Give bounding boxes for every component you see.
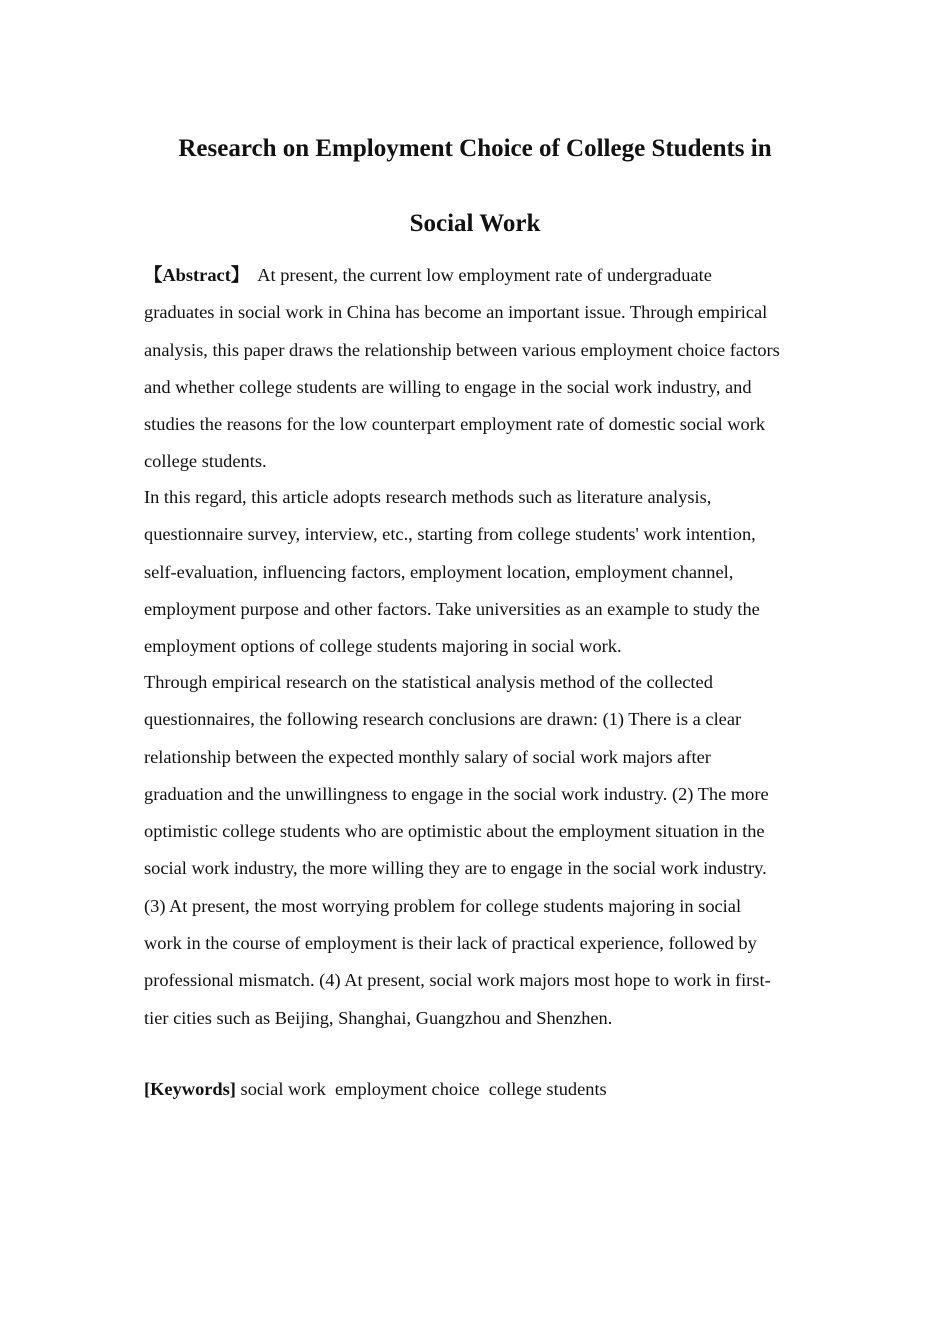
paragraph-line: tier cities such as Beijing, Shanghai, Guangzhou and Shenzhen. xyxy=(144,1007,613,1028)
paragraph-line: employment options of college students majoring in social work. xyxy=(144,636,622,657)
paragraph-line: Through empirical research on the statistical analysis method of the collected xyxy=(144,672,713,692)
abstract-first-line xyxy=(144,257,834,294)
paragraph-line: questionnaires, the following research conclusions are drawn: (1) There is a clear xyxy=(144,709,742,730)
abstract-line: At present, the current low employment rate of undergraduate xyxy=(257,265,712,285)
paragraph-line: professional mismatch. (4) At present, social work majors most hope to work in first- xyxy=(144,970,771,991)
methods-paragraph xyxy=(144,479,834,665)
paragraph-line: social work industry, the more willing they are to engage in the social work industry. xyxy=(144,858,767,879)
abstract-line: studies the reasons for the low counterpart employment rate of domestic social work xyxy=(144,414,766,435)
paragraph-line: self-evaluation, influencing factors, employment location, employment channel, xyxy=(144,561,734,582)
paragraph-line: optimistic college students who are optimistic about the employment situation in the xyxy=(144,821,765,842)
conclusions-paragraph xyxy=(144,664,834,1037)
abstract-line: college students. xyxy=(144,451,267,472)
keywords-line xyxy=(144,1071,607,1108)
abstract-line: analysis, this paper draws the relationship between various employment choice factors xyxy=(144,339,780,360)
paragraph-line: relationship between the expected monthly salary of social work majors after xyxy=(144,746,711,767)
abstract-line: graduates in social work in China has become an important issue. Through empirical xyxy=(144,302,768,323)
abstract-label: 【Abstract】 xyxy=(144,265,250,285)
keywords-text: social work employment choice college students xyxy=(235,1079,607,1099)
paper-title-line-2: Social Work xyxy=(409,210,541,237)
abstract-paragraph xyxy=(144,257,834,481)
paragraph-line: questionnaire survey, interview, etc., starting from college students' work intention, xyxy=(144,524,756,545)
paragraph-line: employment purpose and other factors. Take universities as an example to study the xyxy=(144,598,760,619)
paragraph-line: In this regard, this article adopts research methods such as literature analysis, xyxy=(144,487,712,507)
paragraph-line: (3) At present, the most worrying problem for college students majoring in social xyxy=(144,895,742,916)
paragraph-line: work in the course of employment is their lack of practical experience, followed by xyxy=(144,933,757,954)
keywords-label: [Keywords] xyxy=(144,1079,236,1099)
abstract-line: and whether college students are willing to engage in the social work industry, and xyxy=(144,376,752,397)
paper-title-line-1: Research on Employment Choice of College Students in xyxy=(178,135,772,162)
paragraph-line: graduation and the unwillingness to engage in the social work industry. (2) The more xyxy=(144,783,769,804)
